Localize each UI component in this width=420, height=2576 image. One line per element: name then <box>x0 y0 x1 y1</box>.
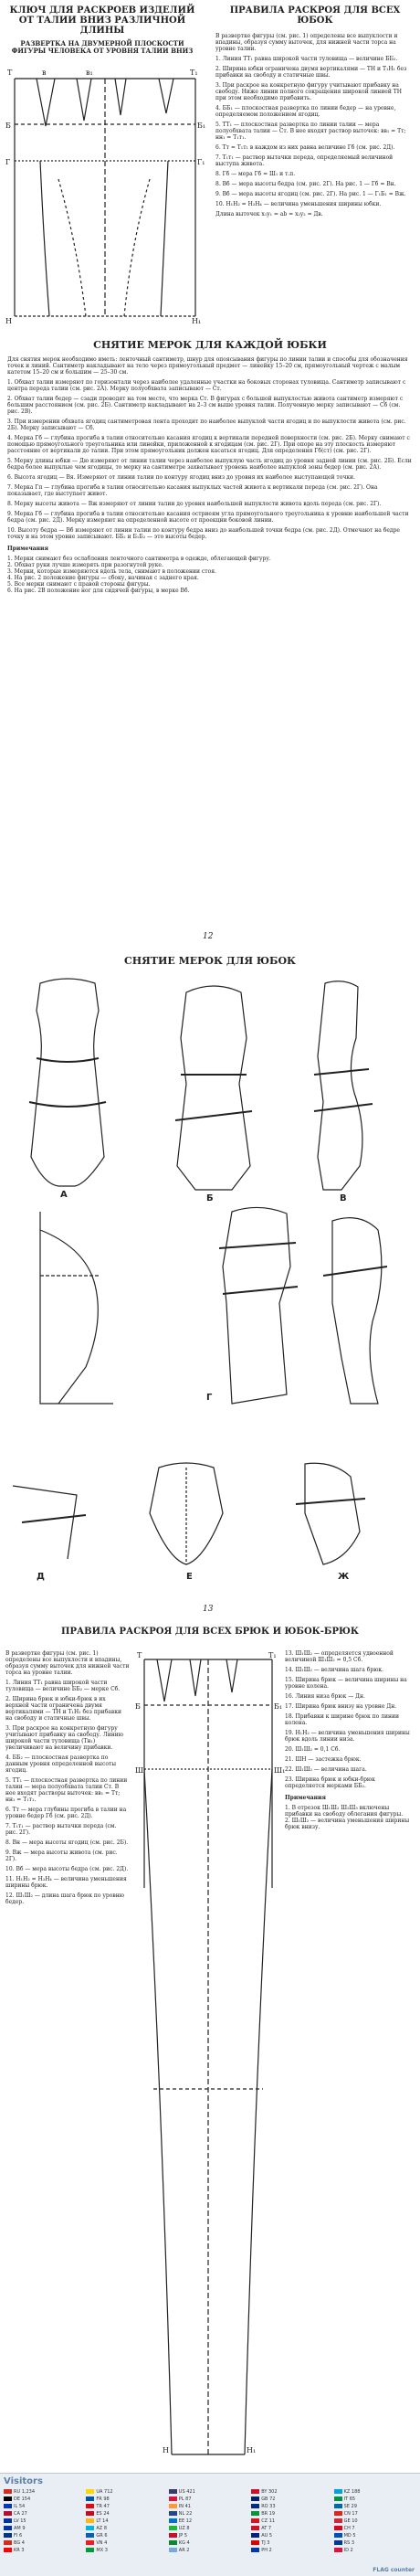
visitor-count: FI 6 <box>14 2532 23 2539</box>
rule-item: 3. При раскрое на конкретную фигуру учитывают прибавку на свободу. Линию широкой части туловища (Тн₁) увеличивают на величину прибавки. <box>5 1725 123 1751</box>
measure-paragraph: 2. Обхват талии бедер — сзади проводят на том месте, что мерка Ст. В фигурах с большой выпуклостью живота сантиметр измеряют с большим расстоянием (см. рис. 2Б). Сантиметр накладывают на 2–3 см выше уровня талии. Полученную мерку записывают — Сб (см. рис. 2В). <box>7 396 404 415</box>
rule-item: 2. Ширина юбки ограничена двумя вертикалями — ТН и Т₁Н₁ без прибавки на свободу и статичные швы. <box>215 66 407 79</box>
country-flag-icon <box>334 2504 342 2508</box>
rule-item: В развертке фигуры (см. рис. 1) определены все выпуклости и впадины, образуя сумму выточек для нижней части торса на уровне талии. <box>5 1650 130 1676</box>
visitor-count: CH 7 <box>343 2525 355 2531</box>
country-flag-icon <box>4 2504 12 2508</box>
figure-label-b: Б <box>206 1193 214 1203</box>
country-flag-icon <box>334 2496 342 2501</box>
visitor-count: UZ 8 <box>178 2525 190 2531</box>
country-flag-icon <box>251 2533 259 2538</box>
svg-text:Н₁: Н₁ <box>192 317 202 325</box>
visitor-country-row <box>169 2488 251 2495</box>
country-flag-icon <box>169 2518 177 2523</box>
rule-item: 7. Т₁т₁ — раствор вытачки переда (см. рис. 2Г). <box>5 1823 117 1836</box>
svg-text:Б₁: Б₁ <box>197 122 206 130</box>
figure-g-frame <box>40 1212 113 1404</box>
country-flag-icon <box>4 2540 12 2545</box>
visitor-country-row <box>86 2547 168 2553</box>
visitor-count: MX 3 <box>96 2547 108 2553</box>
country-flag-icon <box>169 2504 177 2508</box>
visitor-count: BY 302 <box>261 2488 278 2495</box>
country-flag-icon <box>169 2548 177 2552</box>
visitor-count: ES 24 <box>96 2510 110 2517</box>
visitor-country-row <box>334 2532 416 2539</box>
country-flag-icon <box>334 2540 342 2545</box>
figure-d-tape-lower <box>22 1515 86 1522</box>
visitor-count: KR 3 <box>14 2547 25 2553</box>
rule-item: 19. Н₁Н₂ — величина уменьшения ширины брюк вдоль линии низа. <box>285 1730 410 1743</box>
svg-text:Т₁: Т₁ <box>268 1651 277 1659</box>
svg-text:Т: Т <box>137 1651 142 1659</box>
visitor-count: LV 15 <box>14 2518 26 2524</box>
rule-item: 8. Вб — мера высоты бедра (см. рис. 2Г). На рис. 1 — Гб = Вн. <box>215 181 396 187</box>
figure-label-e: Е <box>186 1572 193 1582</box>
visitor-count: EE 12 <box>178 2518 193 2524</box>
note-item: 5. Все мерки снимают с правой стороны фигуры. <box>7 581 151 588</box>
rule-item: 5. ТТ₁ — плоскостная развертка по линии талии — мера полуобхвата талии — Ст. В нее входят раствор выточек: вв₁ = Тт; нн₁ = Т₁т₁. <box>215 122 406 141</box>
country-flag-icon <box>251 2489 259 2494</box>
trousers-dart-2 <box>190 1659 201 1696</box>
visitor-count: JP 5 <box>178 2532 188 2539</box>
flag-counter-badge[interactable]: FLAG counter <box>373 2567 415 2573</box>
country-flag-icon <box>86 2511 94 2516</box>
rule-item: 5. ТТ₁ — плоскостная развертка по линии талии — мера полуобхвата талии Ст. В нее входят растворы выточек: вв₁ = Тт; нн₁ = Т₁т₁. <box>5 1777 128 1803</box>
visitor-country-row <box>169 2525 251 2531</box>
rule-item: 11. Н₁Н₂ = Н₃Н₄ — величина уменьшения ширины брюк. <box>5 1876 127 1889</box>
visitor-country-row <box>251 2496 333 2502</box>
visitor-country-row <box>334 2488 416 2495</box>
country-flag-icon <box>251 2548 259 2552</box>
visitor-country-row <box>334 2510 416 2517</box>
measurements-heading: СНЯТИЕ МЕРОК ДЛЯ КАЖДОЙ ЮБКИ <box>93 339 327 351</box>
rule-item: 4. ББ₂ — плоскостная развертка по данным уровня определенной высоты ягодиц. <box>5 1754 117 1774</box>
note-item: 1. Мерки снимают без ослабления ленточного сантиметра в одежде, облегающей фигуру. <box>7 556 271 562</box>
visitor-count: GB 72 <box>261 2496 276 2502</box>
measurements-text <box>7 356 413 594</box>
svg-text:Г₁: Г₁ <box>197 158 205 166</box>
visitor-count: AM 9 <box>14 2525 26 2531</box>
rule-item: 10. Вб — мера высоты бедра (см. рис. 2Д). <box>5 1866 129 1872</box>
figure-label-v: В <box>340 1193 347 1203</box>
visitor-country-row <box>86 2539 168 2546</box>
visitor-country-row <box>334 2547 416 2553</box>
visitor-count: PL 87 <box>178 2496 192 2502</box>
figure-label-g: Г <box>206 1393 213 1403</box>
country-flag-icon <box>251 2511 259 2516</box>
visitor-count: KG 4 <box>178 2539 190 2546</box>
visitor-count: TJ 3 <box>261 2539 270 2546</box>
rule-item: 6. Тт = Т₁т₁ в каждом из них равна величине Гб (см. рис. 2Д). <box>215 144 395 151</box>
visitor-count: TR 47 <box>96 2503 110 2509</box>
visitor-country-row <box>86 2488 168 2495</box>
back-dart-1 <box>37 79 55 126</box>
visitor-country-row <box>251 2547 333 2553</box>
country-flag-icon <box>334 2518 342 2523</box>
country-flag-icon <box>86 2526 94 2530</box>
rule-item: 20. Ш₁Ш₂ = 0,1 Сб. <box>285 1746 341 1753</box>
country-flag-icon <box>86 2518 94 2523</box>
rule-item: 6. Тт — мера глубины прогиба в талии на уровне бедер Гб (см. рис. 2Д). <box>5 1807 127 1819</box>
visitor-count: RS 3 <box>343 2539 355 2546</box>
visitor-count: UA 712 <box>96 2488 113 2495</box>
rule-item: 4. ББ₁ — плоскостная развертка по линии бедер — на уровне, определяемом положением ягодиц. <box>215 105 396 118</box>
key-heading: КЛЮЧ ДЛЯ РАСКРОЕВ ИЗДЕЛИЙ ОТ ТАЛИИ ВНИЗ РАЗЛИЧНОЙ ДЛИНЫ <box>9 5 195 36</box>
visitor-count: DE 154 <box>14 2496 31 2502</box>
rule-item: 21. ШН — застежка брюк. <box>285 1756 362 1763</box>
visitor-country-row <box>86 2518 168 2524</box>
visitors-grid <box>4 2488 416 2553</box>
note-item: 1. В отрезок Ш₁Ш₂ Ш₂Ш₃ включены прибавки на свободу облегания фигуры. <box>285 1805 404 1818</box>
rule-item: 15. Ширина брюк — величина ширины на уровне колена. <box>285 1677 407 1690</box>
measure-paragraph: 1. Обхват талии измеряют по горизонтали через наиболее удаленные участки на боковых сторонах туловища. Сантиметр записывают с центра переда талии (см. рис. 2А). Мерку полуобхвата записывают — Ст. <box>7 379 406 392</box>
figure-g-body <box>40 1230 98 1404</box>
measure-paragraph: 10. Высоту бедра — Вб измеряют от линии талии по контуру бедра вниз до наибольшей точки бедра (см. рис. 2Д). Отмечают на бедре точку и на этом уровне записывают. ББ₂ и Б₁Б₂ — это высоты бедер. <box>7 527 400 540</box>
visitors-title: Visitors <box>4 2476 43 2486</box>
rule-item: 16. Линия низа брюк — Дн. <box>285 1693 365 1700</box>
visitor-country-row <box>334 2525 416 2531</box>
rule-item: 8. Вн — мера высоты ягодиц (см. рис. 2Б). <box>5 1839 129 1846</box>
notes-title: Примечания <box>7 546 48 552</box>
country-flag-icon <box>334 2533 342 2538</box>
visitor-country-row <box>169 2503 251 2509</box>
svg-text:Ш: Ш <box>135 1766 144 1775</box>
trousers-rules-right <box>285 1650 415 1830</box>
visitor-country-row <box>169 2510 251 2517</box>
trousers-dart-1 <box>157 1659 172 1701</box>
visitor-count: RU 1,234 <box>14 2488 36 2495</box>
visitor-country-row <box>86 2510 168 2517</box>
country-flag-icon <box>86 2496 94 2501</box>
rule-item: 17. Ширина брюк внизу на уровне Дн. <box>285 1703 397 1710</box>
measure-paragraph: 4. Мерка Гб — глубина прогиба в талии относительно касания ягодиц к вертикали передней поверхности (см. рис. 2Б). Мерку снимают с помощью прямоугольного треугольника или линейки, приложенной к ягодицам (см. рис. 2Г). При опоре на эту плоскость измеряют расстояние от вертикали до талии. При этом прямоугольник должен касаться ягодиц. Для определения Гб(ст) (см. рис. 2Г). <box>7 435 410 454</box>
rule-item: 13. Ш₁Ш₂ — определяется удвоенной величиной Ш₁Ш₂ = 0,5 Сб. <box>285 1650 394 1663</box>
visitor-count: IN 41 <box>178 2503 191 2509</box>
country-flag-icon <box>86 2489 94 2494</box>
visitor-count: MD 5 <box>343 2532 356 2539</box>
visitor-count: IL 54 <box>14 2503 26 2509</box>
svg-text:Н₁: Н₁ <box>247 2446 257 2454</box>
visitor-count: VN 4 <box>96 2539 108 2546</box>
visitor-count: AR 2 <box>178 2547 190 2553</box>
visitor-country-row <box>86 2525 168 2531</box>
visitor-country-row <box>4 2532 86 2539</box>
svg-text:в₁: в₁ <box>86 69 93 77</box>
visitor-count: FR 98 <box>96 2496 110 2502</box>
visitor-count: AZ 8 <box>96 2525 108 2531</box>
rule-item: 12. Ш₁Ш₂ — длина шага брюк по уровню бедер. <box>5 1892 124 1905</box>
measure-paragraph: 5. Мерку длины юбки — Дю измеряют от линии талии через наиболее выпуклую часть ягодиц до уровня задней линии (см. рис. 2Б). Если бедра более выпуклые чем ягодицы, то мерку на сантиметре захватывает уровень наиболее выпуклой зоны бедер (см. рис. 2А). <box>7 458 412 471</box>
note-item: 2. Ш₁Ш₂ — величина уменьшения ширины брюк внизу. <box>285 1818 410 1830</box>
figure-zh-side <box>332 1218 382 1404</box>
visitor-count: IT 65 <box>343 2496 356 2502</box>
country-flag-icon <box>86 2540 94 2545</box>
country-flag-icon <box>251 2526 259 2530</box>
rule-item: 18. Прибавки к ширине брюк по линии колена. <box>285 1713 399 1726</box>
svg-text:Б: Б <box>135 1702 141 1711</box>
visitor-count: KZ 188 <box>343 2488 361 2495</box>
trousers-pattern-diagram <box>135 1650 286 2464</box>
figures-heading: СНЯТИЕ МЕРОК ДЛЯ ЮБОК <box>123 955 297 967</box>
country-flag-icon <box>4 2548 12 2552</box>
visitor-country-row <box>251 2510 333 2517</box>
visitor-country-row <box>169 2539 251 2546</box>
rule-item: 14. Ш₁Ш₂ — величина шага брюк. <box>285 1667 384 1673</box>
visitor-country-row <box>334 2539 416 2546</box>
front-contour <box>161 161 168 316</box>
country-flag-icon <box>4 2489 12 2494</box>
visitor-country-row <box>169 2532 251 2539</box>
trousers-leg-left <box>144 1769 172 2454</box>
visitor-country-row <box>4 2510 86 2517</box>
rule-item: 1. Линия ТТ₁ равна широкой части туловища — величине ББ₂. <box>215 56 398 62</box>
visitor-country-row <box>4 2525 86 2531</box>
country-flag-icon <box>251 2518 259 2523</box>
visitor-count: CZ 11 <box>261 2518 276 2524</box>
note-item: 2. Обхват руки лучше измерять при разогнутой руке. <box>7 562 163 568</box>
measure-paragraph: 7. Мерка Гп — глубина прогиба в талии относительно касания выпуклых частей живота к вертикали переда (см. рис. 2Г). Она показывает, где выступает живот. <box>7 484 378 497</box>
development-subheading: РАЗВЕРТКА НА ДВУМЕРНОЙ ПЛОСКОСТИ ФИГУРЫ ЧЕЛОВЕКА ОТ УРОВНЯ ТАЛИИ ВНИЗ <box>11 39 194 55</box>
visitor-count: BR 19 <box>261 2510 276 2517</box>
trousers-dart-3 <box>226 1659 237 1692</box>
visitor-country-row <box>169 2496 251 2502</box>
rule-item: 3. При раскрое на конкретную фигуру учитывают прибавку на свободу. Ниже линии полного сокращения широкой линией ТН при этом необходимо прибавить. <box>215 82 402 101</box>
back-contour <box>40 161 49 316</box>
svg-text:Б₁: Б₁ <box>274 1702 283 1711</box>
country-flag-icon <box>169 2489 177 2494</box>
country-flag-icon <box>334 2526 342 2530</box>
visitor-count: SE 29 <box>343 2503 357 2509</box>
country-flag-icon <box>4 2533 12 2538</box>
visitor-count: US 421 <box>178 2488 195 2495</box>
figure-b-hip-tape <box>175 1111 252 1120</box>
visitor-country-row <box>334 2496 416 2502</box>
visitor-count: AT 7 <box>261 2525 272 2531</box>
figure-label-d: Д <box>37 1572 45 1582</box>
rule-item: 9. Вж — мера высоты живота (см. рис. 2Г). <box>5 1850 118 1862</box>
visitors-widget[interactable] <box>0 2473 420 2576</box>
rule-item: 2. Ширина брюк и юбки-брюк в их верхней части ограничена двумя вертикалями — ТН и Т₁Н₁ без прибавки на свободу и статичные швы. <box>5 1696 121 1722</box>
visitor-country-row <box>4 2518 86 2524</box>
country-flag-icon <box>4 2496 12 2501</box>
rules-heading: ПРАВИЛА РАСКРОЯ ДЛЯ ВСЕХ ЮБОК <box>229 5 401 26</box>
figure-a-hip-tape <box>29 1102 106 1107</box>
country-flag-icon <box>4 2526 12 2530</box>
trousers-rules-heading: ПРАВИЛА РАСКРОЯ ДЛЯ ВСЕХ БРЮК И ЮБОК-БРЮК <box>61 1627 359 1637</box>
rule-item: 7. Т₁т₁ — раствор вытачки переда, определяемый величиной выступа живота. <box>215 154 394 167</box>
visitor-count: GR 6 <box>96 2532 108 2539</box>
leg-contour-left <box>58 179 86 316</box>
country-flag-icon <box>334 2489 342 2494</box>
figure-v-side <box>318 981 362 1190</box>
visitor-country-row <box>86 2503 168 2509</box>
figure-b-torso <box>177 986 250 1190</box>
figure-d-tape <box>219 1243 296 1248</box>
svg-text:Г: Г <box>5 158 11 166</box>
rules-column <box>215 33 413 221</box>
visitor-count: AU 5 <box>261 2532 273 2539</box>
visitor-country-row <box>86 2496 168 2502</box>
country-flag-icon <box>169 2496 177 2501</box>
visitor-count: RO 33 <box>261 2503 276 2509</box>
measure-paragraph: 3. При измерении обхвата ягодиц сантиметровая лента проходит по наиболее выпуклой части ягодиц и по выпуклости живота (см. рис. 2Б). Мерку записывают — Сб. <box>7 419 406 431</box>
visitor-country-row <box>251 2525 333 2531</box>
visitor-country-row <box>251 2539 333 2546</box>
measure-paragraph: Для снятия мерок необходимо иметь: ленточный сантиметр, шнур для опоясывания фигуры по линии талии и способы для обозначения точек и линий. Сантиметр накладывают на тело через прямоугольный предмет — линейку 15–20 см, прямоугольный чертеж с малым катетом 15–20 см и большим — 25–30 см. <box>7 356 408 376</box>
figure-label-zh: Ж <box>338 1572 350 1582</box>
rule-item: 22. Ш₁Ш₂ — величина шага. <box>285 1766 367 1773</box>
rule-item: В развертке фигуры (см. рис. 1) определены все выпуклости и впадины, образуя сумму выточек, для нижней части торса на уровне талии. <box>215 33 398 52</box>
trousers-rules-left <box>5 1650 130 1909</box>
visitor-country-row <box>251 2532 333 2539</box>
figure-d-tape-2 <box>223 1287 298 1294</box>
svg-text:Б: Б <box>5 122 11 130</box>
page-number: 13 <box>203 1605 214 1614</box>
country-flag-icon <box>251 2504 259 2508</box>
measurement-figures-lower <box>4 1458 416 1572</box>
country-flag-icon <box>86 2533 94 2538</box>
visitor-count: CN 17 <box>343 2510 358 2517</box>
visitor-count: PH 2 <box>261 2547 272 2553</box>
country-flag-icon <box>169 2540 177 2545</box>
measure-paragraph: 6. Высота ягодиц — Вя. Измеряют от линии талии по контуру ягодиц вниз до уровня их наиболее выступающей точки. <box>7 474 355 481</box>
visitor-count: NL 22 <box>178 2510 193 2517</box>
country-flag-icon <box>251 2540 259 2545</box>
front-dart-2 <box>159 79 173 113</box>
figure-a-waist-tape <box>37 1058 99 1062</box>
visitor-country-row <box>169 2547 251 2553</box>
country-flag-icon <box>86 2504 94 2508</box>
svg-text:Н: Н <box>5 317 12 325</box>
country-flag-icon <box>169 2526 177 2530</box>
figure-v-tape <box>314 1069 369 1075</box>
rule-item: 23. Ширина брюк и юбки-брюк определяется мерками ББ₂. <box>285 1776 375 1789</box>
svg-text:Т: Т <box>7 69 13 77</box>
visitor-country-row <box>4 2539 86 2546</box>
svg-text:Ш₁: Ш₁ <box>274 1766 286 1775</box>
page-number: 12 <box>203 932 214 941</box>
visitor-country-row <box>169 2518 251 2524</box>
rule-item: 8. Гб — мера Гб = Ш₁ и т.п. <box>215 171 296 177</box>
note-item: 6. На рис. 2В положение ног для сидячей фигуры, в мерке Вб. <box>7 588 190 594</box>
figure-a-torso <box>31 979 104 1186</box>
country-flag-icon <box>4 2511 12 2516</box>
country-flag-icon <box>169 2533 177 2538</box>
country-flag-icon <box>334 2511 342 2516</box>
visitor-country-row <box>334 2503 416 2509</box>
trousers-leg-right <box>245 1769 272 2454</box>
rule-item: 1. Линия ТТ₁ равна широкой части туловища — величине ББ₂ — мерке Сб. <box>5 1680 121 1692</box>
visitor-country-row <box>251 2488 333 2495</box>
notes-title: Примечания <box>285 1795 326 1801</box>
note-item: 4. На рис. 2 положение фигуры — сбоку, начиная с заднего края. <box>7 575 199 581</box>
visitor-count: CA 27 <box>14 2510 27 2517</box>
note-item: 3. Мерки, которые измеряются вдоль тела, снимают в положении стоя. <box>7 568 216 575</box>
visitor-country-row <box>86 2532 168 2539</box>
rule-item: 9. Вб — мера высоты ягодиц (см. рис. 2Г). На рис. 1 — Г₁Б₁ = Вж. <box>215 191 406 197</box>
figure-development-diagram <box>4 60 206 325</box>
measure-paragraph: 8. Мерку высоты живота — Вж измеряют от линии талии до уровня наибольшей выпуклости живота вдоль переда (см. рис. 2Г). <box>7 501 382 507</box>
country-flag-icon <box>251 2496 259 2501</box>
country-flag-icon <box>4 2518 12 2523</box>
visitor-country-row <box>4 2503 86 2509</box>
leg-contour-right <box>124 179 150 316</box>
country-flag-icon <box>86 2548 94 2552</box>
measure-paragraph: 9. Мерка Гб — глубина прогиба в талии относительно касания остриеям угла прямоугольного треугольника к уровню наибольшей части бедра (см. рис. 2Д). Мерку измеряют на определенной высоте от проекции боковой линии. <box>7 511 409 524</box>
svg-text:Н: Н <box>163 2446 169 2454</box>
back-dart-2 <box>77 79 91 121</box>
figure-zh-front <box>305 1463 360 1564</box>
visitor-country-row <box>4 2496 86 2502</box>
visitor-country-row <box>334 2518 416 2524</box>
rule-item: 10. Н₁Н₂ = Н₃Н₄ — величина уменьшения ширины юбки. <box>215 201 382 207</box>
visitor-country-row <box>251 2518 333 2524</box>
visitor-country-row <box>4 2488 86 2495</box>
visitor-count: BG 4 <box>14 2539 25 2546</box>
visitor-count: GE 10 <box>343 2518 358 2524</box>
svg-text:в: в <box>42 69 47 77</box>
country-flag-icon <box>169 2511 177 2516</box>
visitor-count: LT 14 <box>96 2518 109 2524</box>
measurement-figures <box>4 974 416 1458</box>
svg-text:Т₁: Т₁ <box>190 69 198 77</box>
country-flag-icon <box>334 2548 342 2552</box>
front-dart-1 <box>115 79 126 115</box>
visitor-country-row <box>4 2547 86 2553</box>
figure-label-a: А <box>60 1190 68 1200</box>
visitor-count: ID 2 <box>343 2547 353 2553</box>
figure-d-back <box>223 1207 290 1404</box>
visitor-country-row <box>251 2503 333 2509</box>
rule-item: Длина выточек x₁y₁ = ab = x₂y₂ = Дв. <box>215 211 323 217</box>
